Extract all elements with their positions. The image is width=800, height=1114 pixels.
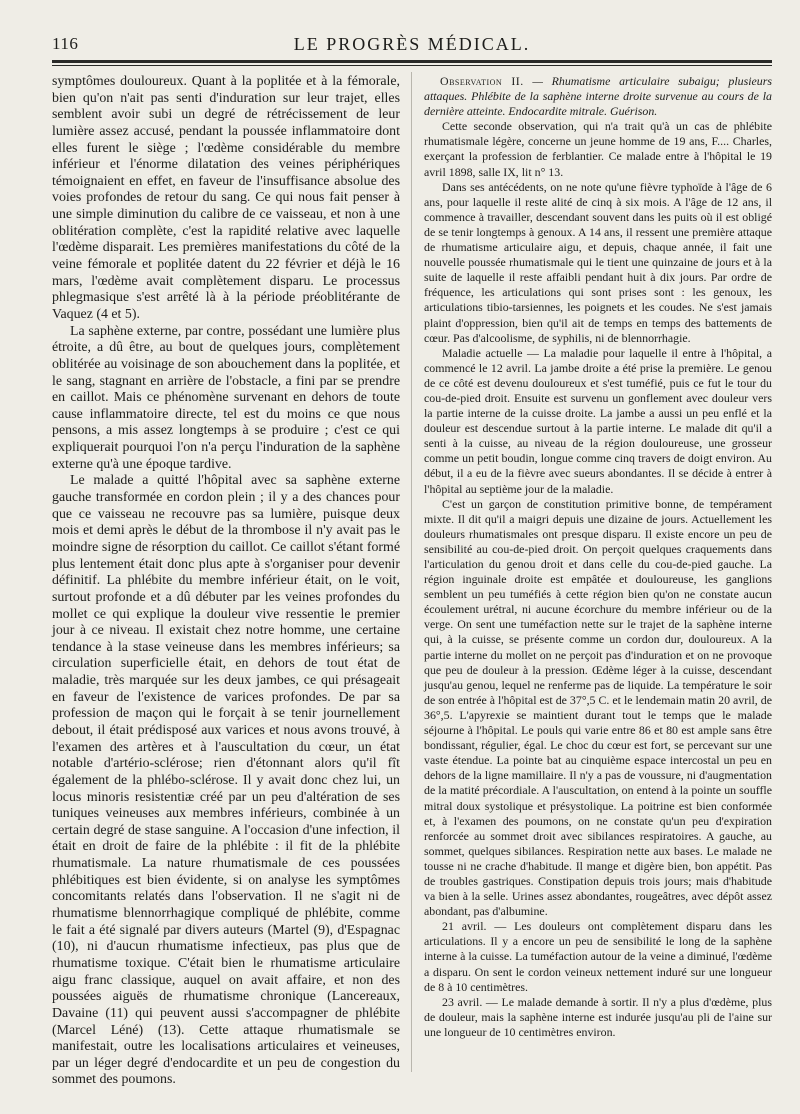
header-rule-thick <box>52 60 772 63</box>
left-column <box>52 74 400 1089</box>
right-paragraph: Maladie actuelle — La maladie pour laquelle il entre à l'hôpital, a commencé le 12 avril. La jambe droite a été prise la première. Le genou de ce côté est devenu douloureux et s'est tuméfié, puis ce fut le tour du cou-de-pied droit. Ensuite est survenu un gonflement avec douleur vers la partie interne de la cuisse droite. La jambe a aussi un peu enflé et la douleur est descendue surtout à la partie interne. Le malade dit qu'il a senti à la cuisse, au niveau de la région douloureuse, une grosseur comme un petit boudin, longue comme cinq travers de doigt environ. Au début, il a eu de la fièvre avec sueurs abondantes. Il se décide à entrer à l'hôpital au septième jour de la maladie. <box>424 345 772 496</box>
observation-heading <box>424 74 772 119</box>
observation-label: Observation II. <box>440 74 524 88</box>
right-paragraph: 21 avril. — Les douleurs ont complètement disparu dans les articulations. Il y a encore un peu de sensibilité le long de la saphène interne à la cuisse. La tuméfaction autour de la veine a diminué, l'œdème a disparu. On sent le cordon veineux nettement induré sur une longueur de 8 à 10 centimètres. <box>424 919 772 994</box>
page-header <box>52 34 772 58</box>
left-paragraph: Le malade a quitté l'hôpital avec sa saphène externe gauche transformée en cordon plein ; il y a des chances pour que ce vaisseau ne recouvre pas sa lumière, puisque deux mois et demi après le début de la thrombose il n'y avait pas le moindre signe de résorption du caillot. Ce caillot s'étant formé plus lentement était donc plus apte à s'organiser pour devenir définitif. La phlébite du membre inférieur était, on le voit, surtout profonde et a dû débuter par les veines profondes du mollet ce qui explique la douleur vive ressentie le premier jour à ce niveau. Il existait chez notre homme, une certaine tendance à la stase veineuse dans les membres inférieurs; sa circulation superficielle était, en dehors de tout état de maladie, très marquée sur les deux jambes, ce qui présageait en faveur de l'existence de varices profondes. De par sa profession de maçon qui le forçait à se tenir journellement debout, il était prédisposé aux varices et nous avons trouvé, à l'examen des artères et à l'auscultation du cœur, un état notable d'artério-sclérose; rien d'étonnant alors qu'il fît également de la phlébo-sclérose. Il y avait donc chez lui, un locus minoris resistentiæ créé par un peu d'altération de ses tuniques veineuses aux membres inférieurs, combinée à un certain degré de stase sanguine. A l'occasion d'une infection, il était en droit de faire de la phlébite : il fit de la phlébite rhumatismale. La nature rhumatismale de ces poussées phlébitiques est bien évidente, si on analyse les symptômes concomitants relatés dans l'observation. Il ne s'agit ni de rhumatisme blennorrhagique compliqué de phlébite, comme le fait a été signalé par divers auteurs (Martel (9), d'Espagnac (10), ni d'aucun rhumatisme infectieux, pas plus que de rhumatisme toxique. C'était bien le rhumatisme articulaire aigu franc classique, auquel on avait affaire, et non des poussées aiguës de rhumatisme chronique (Lancereaux, Davaine (11) qui peuvent aussi s'accompagner de phlébite (Marcel Léné) (13). Cette attaque rhumatismale se manifestait, outre les localisations articulaires et veineuses, par un léger degré d'endocardite et un peu de congestion du sommet des poumons. <box>52 473 400 1088</box>
right-paragraph: C'est un garçon de constitution primitive bonne, de tempérament mixte. Il dit qu'il a maigri depuis une dizaine de jours. Actuellement les douleurs rhumatismales ont presque disparu. Il existe encore un peu de sensibilité au cou-de-pied droit. On perçoit quelques craquements dans l'articulation du genou droit et dans celle du cou-de-pied gauche. La région inguinale droite est empâtée et douloureuse, les ganglions semblent un peu tuméfiés à cette région bien qu'on ne constate aucun écoulement urétral, ni aucune écorchure du membre inférieur ou de la verge. On sent une tuméfaction nette sur le trajet de la saphène interne qui, à la cuisse, se présente comme un cordon dur, douloureux. A la partie interne du mollet on ne perçoit pas d'induration et on ne provoque que peu de douleur à la pression. Œdème léger à la cuisse, descendant jusqu'au genou, lequel ne renferme pas de liquide. La température le soir de son entrée à l'hôpital est de 37°,5 C. et le lendemain matin 20 avril, de 36°,5. L'apyrexie se maintient durant tout le temps que le malade séjourne à l'hôpital. Le pouls qui varie entre 86 et 80 est ample sans être bondissant, régulier, égal. Le choc du cœur est fort, se percevant sur une vaste étendue. La pointe bat au cinquième espace intercostal un peu en dehors de la ligne mamillaire. Il n'y a pas de voussure, ni d'augmentation de la matité précordiale. A l'auscultation, on entend à la pointe un souffle mitral doux systolique et présystolique. La poitrine est bien conformée et, à l'examen des poumons, on ne constate qu'un peu d'expiration renforcée au sommet droit avec sibilances respiratoires. A gauche, au sommet, quelques sibilances. Respiration nette aux bases. Le malade ne tousse ni ne crache d'habitude. Il mange et digère bien, bon appétit. Pas de troubles gastriques. Constipation depuis trois jours; mais d'habitude va bien à la selle. Urines assez abondantes, rougeâtres, avec dépôt assez abondant, pas d'albumine. <box>424 496 772 919</box>
running-title: LE PROGRÈS MÉDICAL. <box>293 34 531 54</box>
right-column <box>424 74 772 1040</box>
page-number: 116 <box>52 34 79 53</box>
left-paragraph: La saphène externe, par contre, possédant une lumière plus étroite, a dû être, au bout de quelques jours, complètement oblitérée au voisinage de son abouchement dans la poplitée, et le sang, stagnant en arrière de l'obstacle, a fini par se prendre en caillot. Mais ce phénomène survenant en dehors de toute cause inflammatoire directe, tel est du moins ce que nous pensons, a mis assez longtemps à se produire ; c'est ce qui expliquerait pourquoi l'on n'a perçu l'induration de la saphène externe qu'à une époque tardive. <box>52 323 400 472</box>
observation-title: — Rhumatisme articulaire subaigu; plusieurs attaques. Phlébite de la saphène interne droite survenue au cours de la dernière atteinte. Endocardite mitrale. Guérison. <box>424 74 773 119</box>
header-rule-thin <box>52 65 772 66</box>
right-paragraph: Dans ses antécédents, on ne note qu'une fièvre typhoïde à l'âge de 6 ans, pour laquelle il reste alité de cinq à six mois. A l'âge de 12 ans, il commence à travailler, descendant souvent dans les puits où il est obligé de se tenir longtemps à genoux. A 14 ans, il ressent une première attaque de rhumatisme articulaire aigu, et depuis, chaque année, il fait une nouvelle poussée rhumatismale qui le tient une quinzaine de jours et à la suite de laquelle il reste affaibli pendant huit à dix jours. Par ordre de fréquence, les articulations qui sont prises sont : les genoux, les articulations tibio-tarsiennes, les poignets et les coudes. Ne s'est jamais plaint d'oppression, bien qu'il ait de temps en temps des battements de cœur. Pas d'alcoolisme, de syphilis, ni de blennorrhagie. <box>424 179 772 345</box>
right-paragraph: Cette seconde observation, qui n'a trait qu'à un cas de phlébite rhumatismale légère, concerne un jeune homme de 19 ans, F.... Charles, exerçant la profession de ferblantier. Ce malade entre à l'hôpital le 19 avril 1898, salle IX, lit n° 13. <box>424 119 772 179</box>
right-paragraph: 23 avril. — Le malade demande à sortir. Il n'y a plus d'œdème, plus de douleur, mais la saphène interne est indurée jusqu'au pli de l'aine sur une longueur de 10 centimètres environ. <box>424 994 772 1039</box>
column-divider <box>411 72 412 1072</box>
left-paragraph: symptômes douloureux. Quant à la poplitée et à la fémorale, bien qu'on n'ait pas senti d'induration sur leur trajet, elles semblent avoir subi un degré de rétrécissement de leur lumière assez accusé, pendant la poussée inflammatoire dont elles furent le siège ; l'œdème considérable du membre inférieur et l'énorme dilatation des veines périphériques témoignaient en effet, en faveur de l'insuffisance absolue des voies profondes de retour du sang. Ce qui nous fait penser à une simple diminution du calibre de ce vaisseau, et non à une oblitération complète, c'est la rapidité relative avec laquelle l'œdème disparait. Les premières manifestations du côté de la veine fémorale et poplitée datent du 22 février et déjà le 16 mars, l'œdème avait complètement disparu. Le processus phlegmasique s'est arrêté là à la période préoblitérante de Vaquez (4 et 5). <box>52 74 400 322</box>
